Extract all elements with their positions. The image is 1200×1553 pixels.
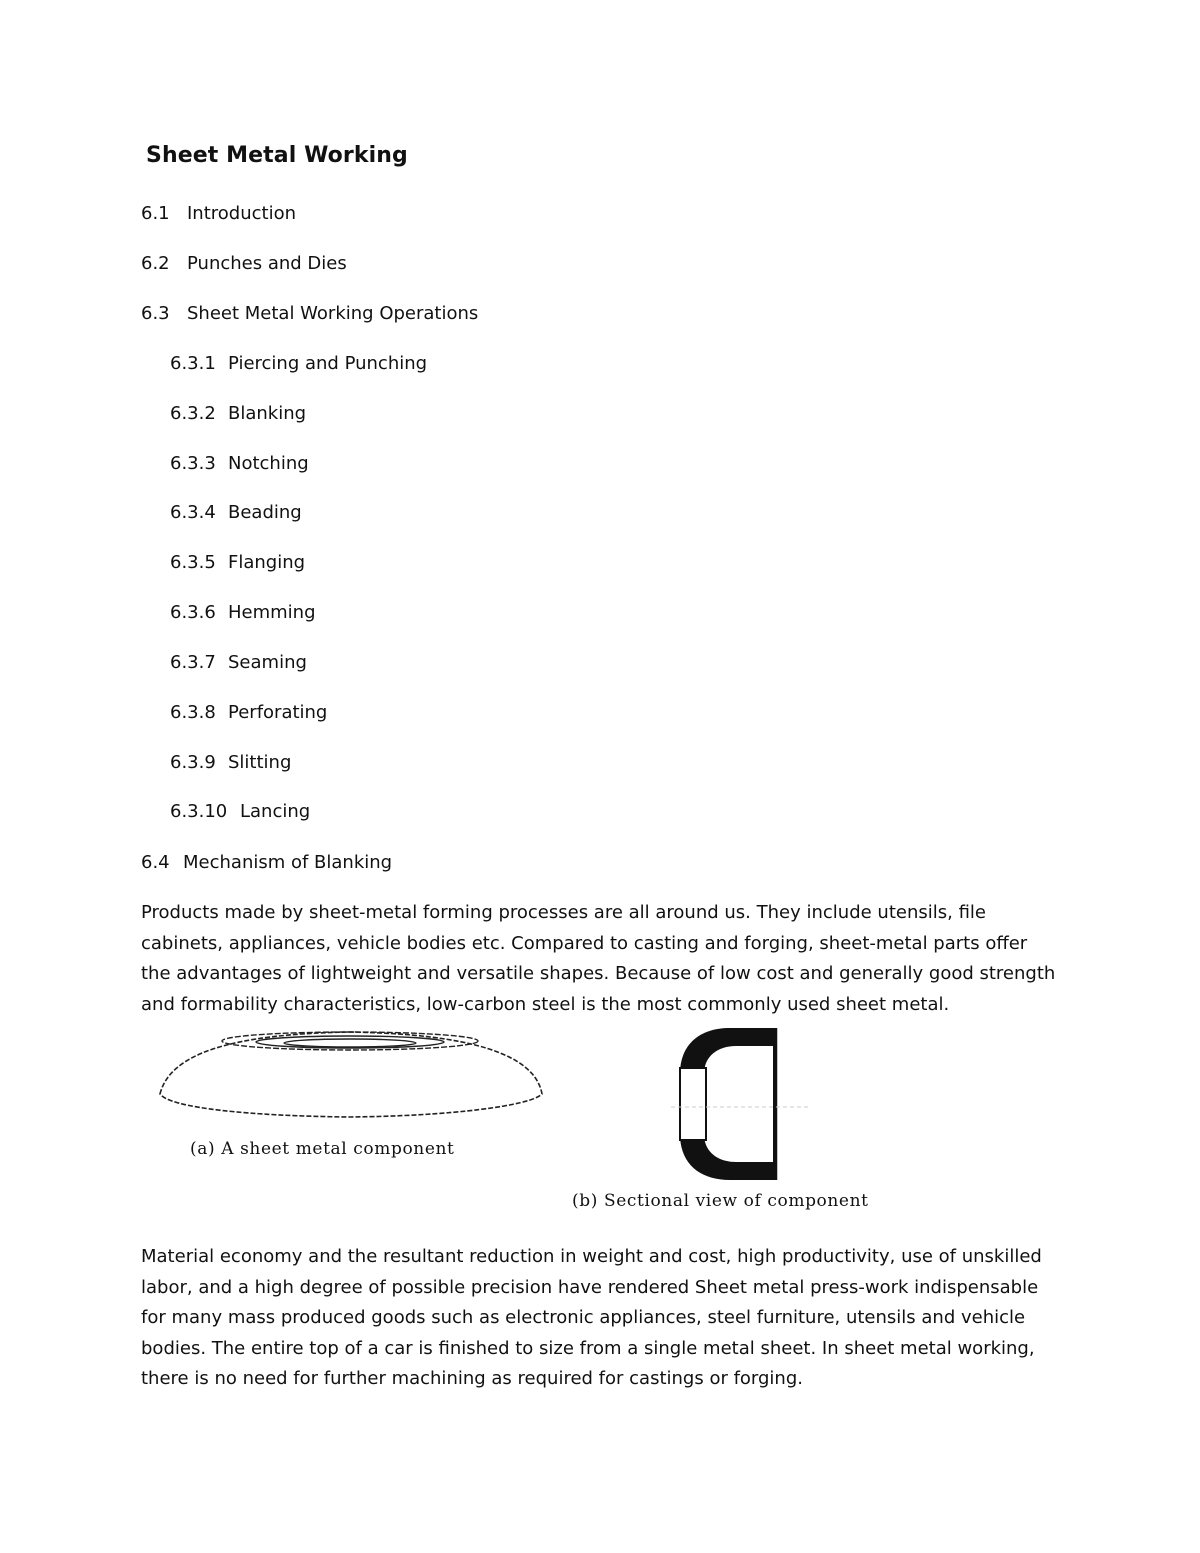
toc-label: Hemming [228,602,316,623]
toc-item [170,701,327,725]
toc-label: Beading [228,502,302,523]
toc-item [141,302,478,326]
toc-item [170,800,310,824]
toc-label: Flanging [228,552,306,573]
toc-number: 6.2 [141,253,170,274]
toc-label: Piercing and Punching [228,353,428,374]
toc-number: 6.3.4 [170,502,216,523]
toc-number: 6.3.3 [170,453,216,474]
toc-label: Mechanism of Blanking [183,852,393,873]
toc-item [170,551,305,575]
toc-number: 6.4 [141,852,170,873]
toc-item [170,601,316,625]
toc-item [170,352,427,376]
toc-number: 6.3.1 [170,353,216,374]
body-paragraph: Material economy and the resultant reduction in weight and cost, high productivity, use of unskilled labor, and a high degree of possible precision have rendered Sheet metal press-work indispensable for many mass produced goods such as electronic appliances, steel furniture, utensils and vehicle bodies. The entire top of a car is finished to size from a single metal sheet. In sheet metal working, there is no need for further machining as required for castings or forging. [141,1246,1042,1389]
toc-label: Perforating [228,702,328,723]
toc-number: 6.3 [141,303,170,324]
toc-item [170,402,306,426]
toc-number: 6.1 [141,203,170,224]
toc-label: Blanking [228,403,307,424]
toc-number: 6.3.10 [170,801,228,822]
body-paragraph: Products made by sheet-metal forming processes are all around us. They include utensils, file cabinets, appliances, vehicle bodies etc. Compared to casting and forging, sheet-metal parts offer the advantages of lightweight and versatile shapes. Because of low cost and generally good strength and formability characteristics, low-carbon steel is the most commonly used sheet metal. [141,902,1056,1015]
toc-label: Slitting [228,752,292,773]
toc-item [170,651,307,675]
figure-caption-a: (a) A sheet metal component [190,1139,455,1159]
toc-item [170,501,302,525]
toc-item [170,452,309,476]
toc-label: Lancing [240,801,311,822]
toc-number: 6.3.2 [170,403,216,424]
sectional-view-figure [670,1024,810,1184]
toc-item [141,202,296,226]
toc-number: 6.3.8 [170,702,216,723]
toc-label: Punches and Dies [187,253,347,274]
sheet-metal-component-figure [150,1024,550,1124]
figure-caption-b: (b) Sectional view of component [572,1191,869,1211]
page-title: Sheet Metal Working [146,143,408,168]
toc-item [170,751,291,775]
toc-item [141,252,347,276]
toc-number: 6.3.7 [170,652,216,673]
toc-item [141,851,392,875]
toc-label: Introduction [187,203,297,224]
toc-label: Seaming [228,652,307,673]
toc-label: Sheet Metal Working Operations [187,303,479,324]
toc-label: Notching [228,453,309,474]
toc-number: 6.3.5 [170,552,216,573]
toc-number: 6.3.6 [170,602,216,623]
toc-number: 6.3.9 [170,752,216,773]
